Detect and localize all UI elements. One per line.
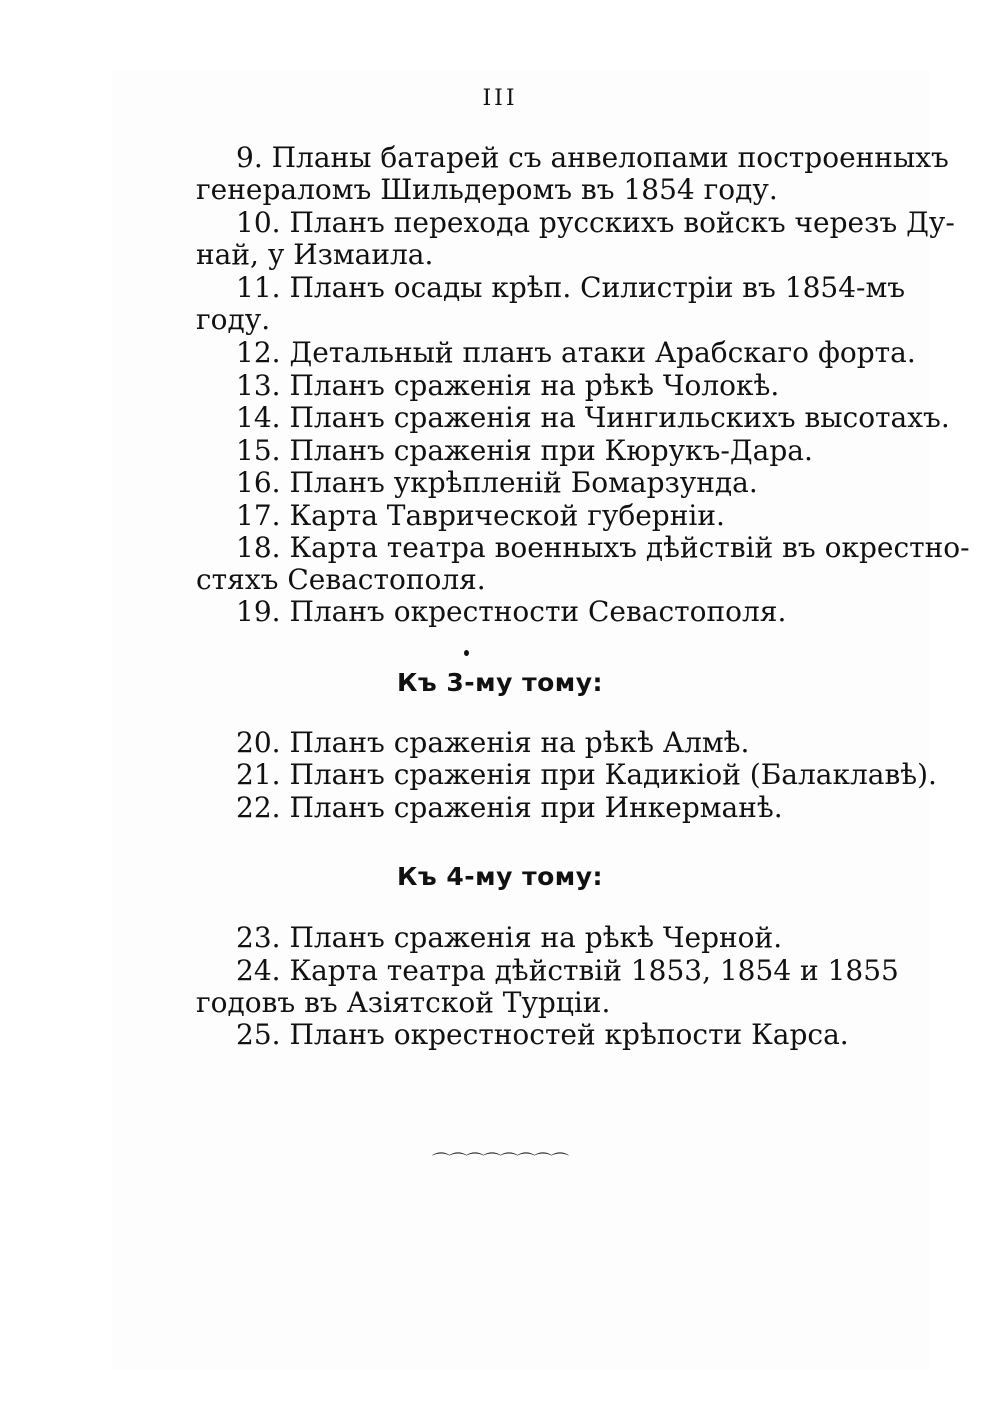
entry-text-continued: най, у Измаила. [196, 238, 434, 271]
entry-text: Детальный планъ атаки Арабскаго форта. [289, 336, 916, 369]
list-item [196, 954, 899, 1019]
list-item [196, 336, 916, 369]
entry-text-continued: годовъ въ Азіятской Турціи. [196, 986, 611, 1019]
entry-number: 23. [236, 921, 281, 954]
entry-text: Планъ сраженія на Чингильскихъ высотахъ. [289, 401, 950, 434]
entry-text: Планъ сраженія при Кадикіой (Балаклавѣ). [289, 758, 937, 791]
entry-text: Планъ сраженія при Инкерманѣ. [289, 791, 783, 824]
ink-speck [464, 650, 469, 656]
entry-text: Карта театра военныхъ дѣйствій въ окрестно- [289, 531, 970, 564]
entry-number: 15. [236, 434, 281, 467]
entry-number: 13. [236, 369, 281, 402]
entry-number: 24. [236, 954, 281, 987]
list-item [196, 531, 970, 596]
entry-number: 11. [236, 271, 281, 304]
entry-text-continued: году. [196, 303, 271, 336]
list-item [196, 435, 848, 467]
entry-text: Планъ осады крѣп. Силистріи въ 1854-мъ [289, 271, 906, 304]
entry-text: Карта театра дѣйствій 1853, 1854 и 1855 [289, 954, 899, 987]
list-item [196, 792, 848, 824]
entry-number: 25. [236, 1018, 281, 1051]
entry-text: Планъ перехода русскихъ войскъ черезъ Ду- [289, 206, 955, 239]
entry-text: Планъ укрѣпленій Бомарзунда. [289, 466, 758, 499]
entry-number: 14. [236, 401, 281, 434]
entry-number: 21. [236, 758, 281, 791]
entry-number: 17. [236, 499, 281, 532]
list-item [196, 141, 949, 206]
entry-text: Планы батарей съ анвелопами построенныхъ [271, 141, 949, 174]
list-item [196, 1019, 848, 1051]
entry-number: 16. [236, 466, 281, 499]
list-item [196, 727, 848, 759]
entry-number: 10. [236, 206, 281, 239]
list-item [196, 467, 848, 499]
list-item [196, 500, 848, 532]
list-item [196, 922, 848, 954]
entry-number: 22. [236, 791, 281, 824]
entry-text: Планъ окрестностей крѣпости Карса. [289, 1018, 849, 1051]
list-item [196, 401, 950, 434]
list-item [196, 206, 955, 271]
page-number: III [482, 86, 518, 111]
decorative-ornament: ⌒⌒⌒⌒⌒⌒⌒⌒ [432, 1152, 568, 1173]
entry-text: Планъ сраженія на рѣкѣ Черной. [289, 921, 783, 954]
entry-number: 12. [236, 336, 281, 369]
entry-number: 9. [236, 141, 263, 174]
list-item [196, 596, 848, 628]
entry-text: Карта Таврической губерніи. [289, 499, 725, 532]
entry-text: Планъ сраженія при Кюрукъ-Дара. [289, 434, 813, 467]
entry-number: 19. [236, 595, 281, 628]
list-item [196, 271, 906, 336]
list-item [196, 758, 937, 791]
section-heading-vol4: Къ 4-му тому: [396, 862, 604, 891]
section-heading-vol3: Къ 3-му тому: [396, 668, 604, 697]
entry-number: 20. [236, 726, 281, 759]
entry-text: Планъ сраженія на рѣкѣ Алмѣ. [289, 726, 750, 759]
list-item [196, 370, 848, 402]
entry-text: Планъ окрестности Севастополя. [289, 595, 787, 628]
entry-text-continued: генераломъ Шильдеромъ въ 1854 году. [196, 173, 778, 206]
entry-text: Планъ сраженія на рѣкѣ Чолокѣ. [289, 369, 780, 402]
entry-number: 18. [236, 531, 281, 564]
entry-text-continued: стяхъ Севастополя. [196, 563, 486, 596]
